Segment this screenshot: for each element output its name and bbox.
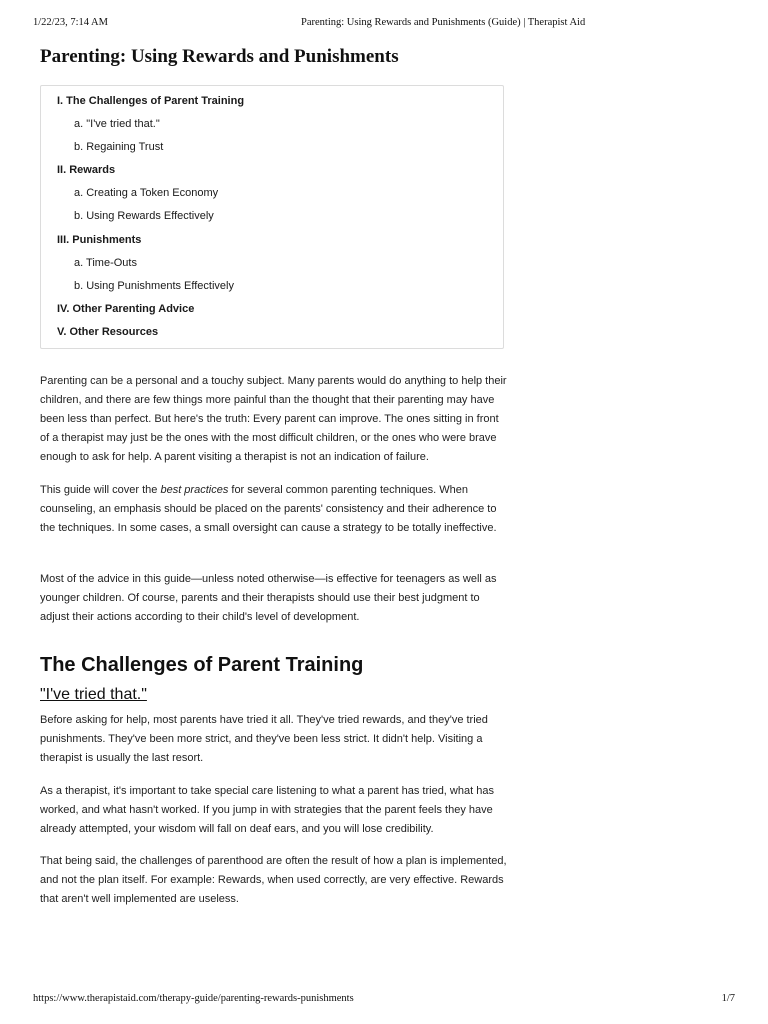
- page-title: Parenting: Using Rewards and Punishments: [40, 46, 399, 67]
- section1-paragraph-1: Before asking for help, most parents have tried it all. They've tried rewards, and they've tried punishments. They've been more strict, and they've been less strict. It didn't help. Visiting a therapist is usually the last resort.: [40, 714, 488, 764]
- toc-item-other-resources[interactable]: V. Other Resources: [57, 326, 159, 338]
- toc-item-time-outs[interactable]: a. Time-Outs: [74, 257, 137, 269]
- toc-item-punishments[interactable]: III. Punishments: [57, 234, 142, 246]
- table-of-contents: [40, 85, 504, 349]
- intro-paragraph-1: Parenting can be a personal and a touchy subject. Many parents would do anything to help their children, and there are few things more painful than the thought that their parenting may have been less than perfect. But here's the truth: Every parent can improve. The ones sitting in front of a therapist may just be the ones with the most difficult children, or the ones who were brave enough to ask for help. A parent visiting a therapist is not an indication of failure.: [40, 375, 507, 463]
- print-footer: [33, 993, 735, 1007]
- toc-item-punishments-effectively[interactable]: b. Using Punishments Effectively: [74, 280, 234, 292]
- section-heading-challenges: The Challenges of Parent Training: [40, 654, 364, 676]
- toc-item-challenges[interactable]: I. The Challenges of Parent Training: [57, 95, 245, 107]
- subheading-ive-tried-that: "I've tried that.": [40, 686, 147, 703]
- toc-item-ive-tried-that[interactable]: a. "I've tried that.": [74, 118, 160, 130]
- toc-item-token-economy[interactable]: a. Creating a Token Economy: [74, 187, 219, 199]
- print-header: [33, 17, 735, 31]
- intro-p2-text-b: for several common parenting techniques. When counseling, an emphasis should be placed on the parents' consistency and their adherence to the techniques. In some cases, a small oversight can cause a strategy to be totally ineffective.: [40, 484, 497, 534]
- intro-p2-emphasis: best practices: [160, 484, 229, 496]
- intro-paragraph-3: Most of the advice in this guide—unless noted otherwise—is effective for teenagers as well as younger children. Of course, parents and their therapists should use their best judgment to adjust their actions according to their child's level of development.: [40, 573, 497, 623]
- print-page-title: Parenting: Using Rewards and Punishments (Guide) | Therapist Aid: [301, 17, 586, 28]
- print-url: https://www.therapistaid.com/therapy-guide/parenting-rewards-punishments: [33, 993, 354, 1004]
- intro-paragraph-2: [40, 481, 510, 538]
- section1-paragraph-2: As a therapist, it's important to take special care listening to what a parent has tried, what has worked, and what hasn't worked. If you jump in with strategies that the parent feels they have already attempted, your wisdom will fall on deaf ears, and you will lose credibility.: [40, 785, 494, 835]
- section1-paragraph-3: That being said, the challenges of parenthood are often the result of how a plan is implemented, and not the plan itself. For example: Rewards, when used correctly, are very effective. Rewards that aren't well implemented are useless.: [40, 855, 507, 905]
- toc-item-regaining-trust[interactable]: b. Regaining Trust: [74, 141, 164, 153]
- toc-item-rewards[interactable]: II. Rewards: [57, 164, 116, 176]
- page-number: 1/7: [721, 993, 735, 1004]
- print-datetime: 1/22/23, 7:14 AM: [33, 17, 108, 28]
- toc-item-rewards-effectively[interactable]: b. Using Rewards Effectively: [74, 210, 214, 222]
- toc-item-other-advice[interactable]: IV. Other Parenting Advice: [57, 303, 195, 315]
- intro-p2-text-a: This guide will cover the: [40, 484, 161, 496]
